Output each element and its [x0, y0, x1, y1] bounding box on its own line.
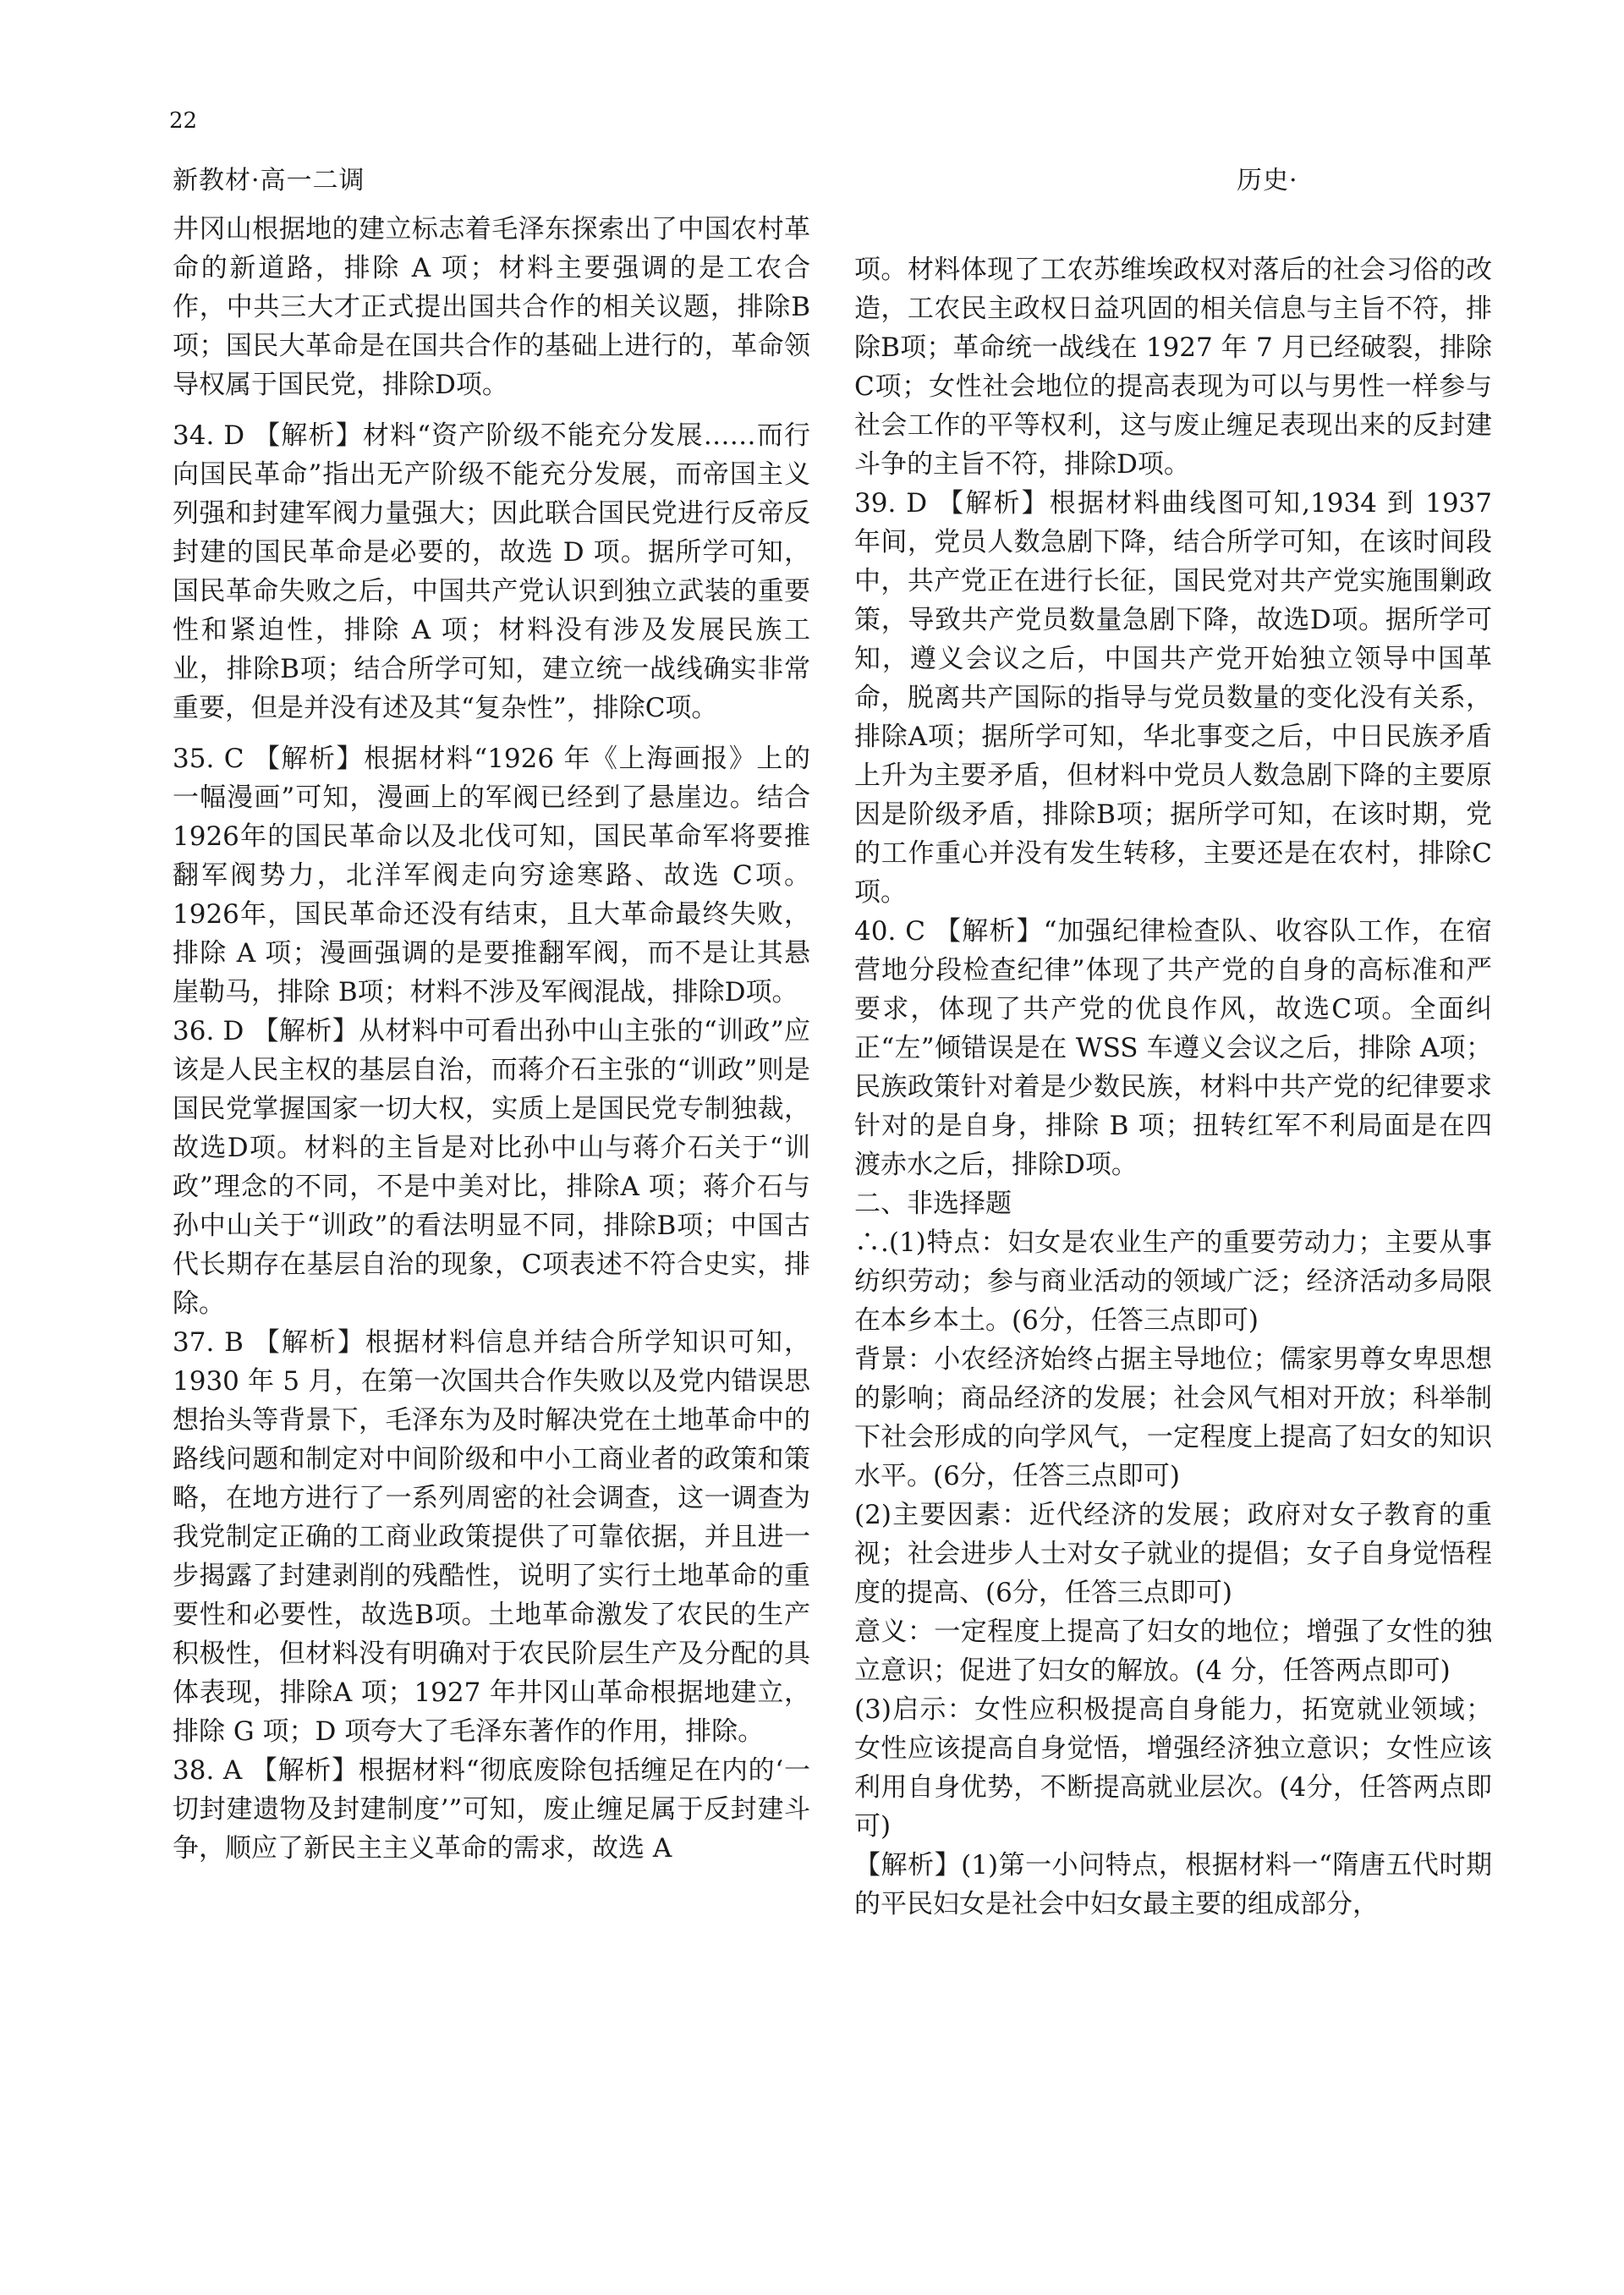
answer-40: 40. C 【解析】“加强纪律检查队、收容队工作，在宿营地分段检查纪律”体现了共产党的自身的高标准和严要求，体现了共产党的优良作风，故选C项。全面纠正“左”倾错误是在 WSS 车遵义会议之后，排除 A项；民族政策针对着是少数民族，材料中共产党的纪律要求针对的是自身，排除 B 项；扭转红军不利局面是在四渡赤水之后，排除D项。	[854, 916, 1492, 1180]
answer-36: 36. D 【解析】从材料中可看出孙中山主张的“训政”应该是人民主权的基层自治，而蒋介石主张的“训政”则是国民党掌握国家一切大权，实质上是国民党专制独裁，故选D项。材料的主旨是对比孙中山与蒋介石关于“训政”理念的不同，不是中美对比，排除A 项；蒋介石与孙中山关于“训政”的看法明显不同，排除B项；中国古代长期存在基层自治的现象，C项表述不符合史实，排除。	[173, 1016, 810, 1319]
header-left-title: 新教材·高一二调	[173, 166, 365, 195]
answer-41-analysis: 【解析】(1)第一小问特点，根据材料一“隋唐五代时期的平民妇女是社会中妇女最主要的组成部分，	[854, 1850, 1492, 1919]
paragraph-continuation: 井冈山根据地的建立标志着毛泽东探索出了中国农村革命的新道路，排除 A 项；材料主要强调的是工农合作，中共三大才正式提出国共合作的相关议题，排除B项；国民大革命是在国共合作的基础上进行的，革命领导权属于国民党，排除D项。	[173, 214, 810, 400]
answer-41-part2-factors: (2)主要因素：近代经济的发展；政府对女子教育的重视；社会进步人士对女子就业的提倡；女子自身觉悟程度的提高、(6分，任答三点即可)	[854, 1500, 1492, 1608]
right-column	[854, 250, 1492, 1924]
page-number: 22	[169, 108, 198, 134]
answer-35: 35. C 【解析】根据材料“1926 年《上海画报》上的一幅漫画”可知，漫画上的军阀已经到了悬崖边。结合1926年的国民革命以及北伐可知，国民革命军将要推翻军阀势力，北洋军阀走向穷途寒路、故选 C项。1926年，国民革命还没有结束，且大革命最终失败，排除 A 项；漫画强调的是要推翻军阀，而不是让其悬崖勒马，排除 B项；材料不涉及军阀混战，排除D项。	[173, 744, 810, 1007]
answer-37: 37. B 【解析】根据材料信息并结合所学知识可知，1930 年 5 月，在第一次国共合作失败以及党内错误思想抬头等背景下，毛泽东为及时解决党在土地革命中的路线问题和制定对中间阶级和中小工商业者的政策和策略，在地方进行了一系列周密的社会调查，这一调查为我党制定正确的工商业政策提供了可靠依据，并且进一步揭露了封建剥削的残酷性，说明了实行土地革命的重要性和必要性，故选B项。土地革命激发了农民的生产积极性，但材料没有明确对于农民阶层生产及分配的具体表现，排除A 项；1927 年井冈山革命根据地建立，排除 G 项；D 项夸大了毛泽东著作的作用，排除。	[173, 1327, 810, 1747]
answer-41-part2-significance: 意义：一定程度上提高了妇女的地位；增强了女性的独立意识；促进了妇女的解放。(4 分，任答两点即可)	[854, 1617, 1492, 1686]
answer-38: 38. A 【解析】根据材料“彻底废除包括缠足在内的‘一切封建遗物及封建制度’”可知，废止缠足属于反封建斗争，顺应了新民主主义革命的需求，故选 A	[173, 1755, 810, 1864]
left-column	[173, 210, 810, 1868]
section-title-non-choice: 二、非选择题	[854, 1189, 1012, 1219]
answer-41-part1-background: 背景：小农经济始终占据主导地位；儒家男尊女卑思想的影响；商品经济的发展；社会风气相对开放；科举制下社会形成的向学风气，一定程度上提高了妇女的知识水平。(6分，任答三点即可)	[854, 1344, 1492, 1491]
answer-41-part3-inspiration: (3)启示：女性应积极提高自身能力，拓宽就业领域；女性应该提高自身觉悟，增强经济独立意识；女性应该利用自身优势，不断提高就业层次。(4分，任答两点即可)	[854, 1694, 1492, 1842]
answer-39: 39. D 【解析】根据材料曲线图可知,1934 到 1937 年间，党员人数急剧下降，结合所学可知，在该时间段中，共产党正在进行长征，国民党对共产党实施围剿政策，导致共产党员数量急剧下降，故选D项。据所学可知，遵义会议之后，中国共产党开始独立领导中国革命，脱离共产国际的指导与党员数量的变化没有关系，排除A项；据所学可知，华北事变之后，中日民族矛盾上升为主要矛盾，但材料中党员人数急剧下降的主要原因是阶级矛盾，排除B项；据所学可知，在该时期，党的工作重心并没有发生转移，主要还是在农村，排除C项。	[854, 488, 1492, 908]
answer-38-continuation: 项。材料体现了工农苏维埃政权对落后的社会习俗的改造，工农民主政权日益巩固的相关信息与主旨不符，排除B项；革命统一战线在 1927 年 7 月已经破裂，排除C项；女性社会地位的提高表现为可以与男性一样参与社会工作的平等权利，这与废止缠足表现出来的反封建斗争的主旨不符，排除D项。	[854, 255, 1492, 480]
header-right-title: 历史·	[1237, 166, 1298, 195]
answer-34: 34. D 【解析】材料“资产阶级不能充分发展……而行向国民革命”指出无产阶级不能充分发展，而帝国主义列强和封建军阀力量强大；因此联合国民党进行反帝反封建的国民革命是必要的，故选 D 项。据所学可知，国民革命失败之后，中国共产党认识到独立武装的重要性和紧迫性，排除 A 项；材料没有涉及发展民族工业，排除B项；结合所学可知，建立统一战线确实非常重要，但是并没有述及其“复杂性”，排除C项。	[173, 420, 810, 723]
answer-41-part1-features: ∴.(1)特点：妇女是农业生产的重要劳动力；主要从事纺织劳动；参与商业活动的领域广泛；经济活动多局限在本乡本土。(6分，任答三点即可)	[854, 1227, 1492, 1336]
